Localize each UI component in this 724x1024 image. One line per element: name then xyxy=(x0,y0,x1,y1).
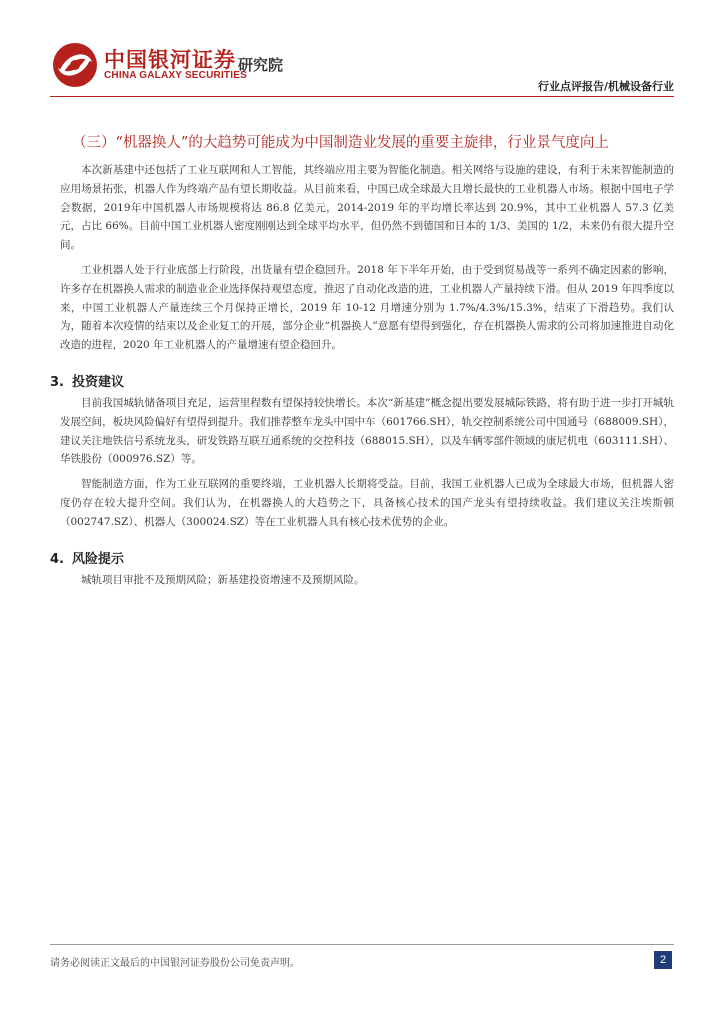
main-content xyxy=(50,132,674,595)
paragraph: 本次新基建中还包括了工业互联网和人工智能，其终端应用主要为智能化制造。相关网络与设施的建设，有利于未来智能制造的应用场景拓张，机器人作为终端产品有望长期收益。从目前来看，中国已成全球最大且增长最快的工业机器人市场。根据中国电子学会数据，2019年中国机器人市场规模将达 86.8 亿美元，2014-2019 年的平均增长率达到 20.9%，其中工业机器人 57.3 亿美元，占比 66%。目前中国工业机器人密度刚刚达到全球平均水平，但仍然不到德国和日本的 1/3、美国的 1/2，未来仍有很大提升空间。 xyxy=(60,164,674,252)
footer-disclaimer: 请务必阅读正文最后的中国银河证券股份公司免责声明。 xyxy=(50,958,300,969)
institute-label: 研究院 xyxy=(238,56,284,74)
section-heading-risk xyxy=(50,548,674,567)
report-category: 行业点评报告/机械设备行业 xyxy=(537,80,674,93)
section-title: 投资建议 xyxy=(72,374,125,390)
page-header xyxy=(0,0,724,100)
section-number: 3. xyxy=(50,374,64,390)
section-heading-investment xyxy=(50,371,674,390)
footer-divider xyxy=(50,944,674,945)
paragraph: 工业机器人处于行业底部上行阶段，出货量有望企稳回升。2018 年下半年开始，由于受到贸易战等一系列不确定因素的影响，许多存在机器换人需求的制造业企业选择保持观望态度，推迟了自动化改造的进，工业机器人产量持续下滑。但从 2019 年四季度以来，中国工业机器人产量连续三个月保持正增长，2019 年 10-12 月增速分别为 1.7%/4.3%/15.3%，结束了下滑趋势。我们认为，随着本次疫情的结束以及企业复工的开展，部分企业“机器换人”意愿有望得到强化，存在机器换人需求的公司将加速推进自动化改造的进程，2020 年工业机器人的产量增速有望企稳回升。 xyxy=(60,263,674,352)
paragraph: 智能制造方面，作为工业互联网的重要终端，工业机器人长期将受益。目前，我国工业机器人已成为全球最大市场，但机器人密度仍存在较大提升空间。我们认为，在机器换人的大趋势之下，具备核心技术的国产龙头有望持续收益。我们建议关注埃斯顿（002747.SZ）、机器人（300024.SZ）等在工业机器人具有核心技术优势的企业。 xyxy=(60,478,674,528)
page-number: 2 xyxy=(654,951,672,969)
logo-chinese-name: 中国银河证券 xyxy=(104,48,236,72)
section-number: 4. xyxy=(50,551,64,567)
paragraph: 目前我国城轨储备项目充足，运营里程数有望保持较快增长。本次“新基建”概念提出要发展城际铁路，将有助于进一步打开城轨发展空间，板块风险偏好有望得到提升。我们推荐整车龙头中国中车（601766.SH），轨交控制系统公司中国通号（688009.SH），建议关注地铁信号系统龙头，研发铁路互联互通系统的交控科技（688015.SH），以及车辆零部件领域的康尼机电（603111.SH）、华铁股份（000976.SZ）等。 xyxy=(60,396,674,466)
subsection-title: （三）“机器换人”的大趋势可能成为中国制造业发展的重要主旋律，行业景气度向上 xyxy=(72,135,609,151)
paragraph: 城轨项目审批不及预期风险；新基建投资增速不及预期风险。 xyxy=(81,573,365,586)
galaxy-logo-icon xyxy=(50,40,100,90)
logo-english-name: CHINA GALAXY SECURITIES xyxy=(104,70,247,81)
header-divider xyxy=(50,96,674,97)
section-title: 风险提示 xyxy=(72,551,125,567)
